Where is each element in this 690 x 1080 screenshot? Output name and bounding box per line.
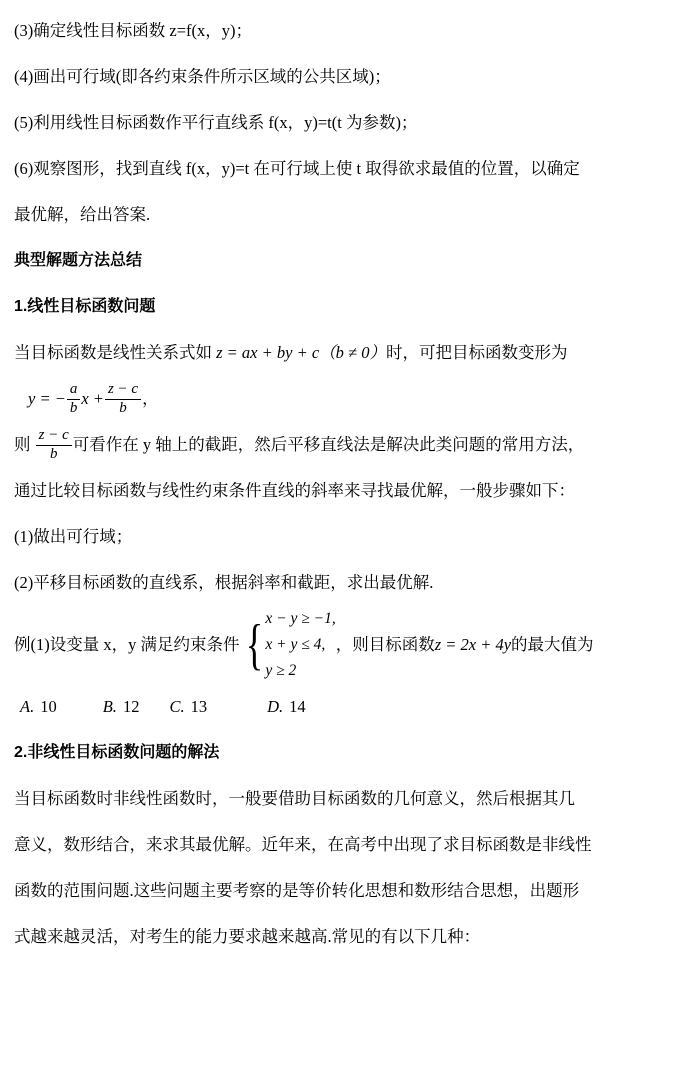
heading-linear-objective: 1.线性目标函数问题 xyxy=(14,298,156,315)
fraction-z-minus-c-over-b: $\frac{z - c}{b}$ xyxy=(105,381,141,417)
choice-b-label[interactable]: B. xyxy=(102,697,117,716)
text-line-7: 最优解，给出答案. xyxy=(14,205,151,224)
example-tail-post: 的最大值为 xyxy=(511,635,594,654)
constraint-2: x + y ≤ 4, xyxy=(265,636,326,653)
answer-choices xyxy=(14,684,664,730)
formula-lhs: y = − xyxy=(28,389,66,408)
text-line-3: (3)确定线性目标函数 z=f(x，y)； xyxy=(14,21,252,40)
paragraph-linear-intro xyxy=(14,330,664,376)
choice-c-value[interactable]: 13 xyxy=(190,697,208,716)
example-objective-math: z = 2x + 4y xyxy=(434,635,512,654)
constraint-3: y ≥ 2 xyxy=(265,662,297,679)
choice-d-value[interactable]: 14 xyxy=(289,697,306,716)
text-line-4: (4)画出可行域(即各约束条件所示区域的公共区域)； xyxy=(14,67,391,86)
text-line-5: (5)利用线性目标函数作平行直线系 f(x，y)=t(t 为参数)； xyxy=(14,113,418,132)
paragraph-nonlinear-1: 当目标函数时非线性函数时，一般要借助目标函数的几何意义，然后根据其几 xyxy=(14,789,575,808)
choice-a-label[interactable]: A. xyxy=(20,697,35,716)
example-problem-1: 例(1)设变量 x，y 满足约束条件 { x − y ≥ −1, x + y ≤ 4, y ≥ 2 ，则目标函数 z = 2x + 4y 的最大值为 xyxy=(14,606,664,684)
intercept-post: 可看作在 y 轴上的截距，然后平移直线法是解决此类问题的常用方法， xyxy=(72,435,585,454)
linear-intro-pre: 当目标函数是线性关系式如 xyxy=(14,343,217,362)
fraction-z-minus-c-over-b-2: $\frac{z - c}{b}$ xyxy=(36,427,72,463)
paragraph-slope-compare: 通过比较目标函数与线性约束条件直线的斜率来寻找最优解，一般步骤如下： xyxy=(14,481,575,500)
paragraph-nonlinear-2: 意义，数形结合，来求其最优解。近年来，在高考中出现了求目标函数是非线性 xyxy=(14,835,592,854)
constraint-1: x − y ≥ −1, xyxy=(265,610,336,627)
text-line-6: (6)观察图形，找到直线 f(x，y)=t 在可行域上使 t 取得欲求最值的位置，以确定 xyxy=(14,159,580,178)
fraction-a-over-b: $\frac{a}{b}$ xyxy=(67,381,81,417)
choice-c-label[interactable]: C. xyxy=(169,697,185,716)
choice-b-value[interactable]: 12 xyxy=(122,697,140,716)
formula-y-transformed xyxy=(14,376,664,422)
constraint-system xyxy=(263,606,335,684)
heading-nonlinear-objective: 2.非线性目标函数问题的解法 xyxy=(14,744,220,761)
example-lead: 例(1)设变量 x，y 满足约束条件 xyxy=(14,635,240,654)
paragraph-nonlinear-4: 式越来越灵活，对考生的能力要求越来越高.常见的有以下几种： xyxy=(14,927,481,946)
choice-a-value[interactable]: 10 xyxy=(40,697,57,716)
step-translate-lines: (2)平移目标函数的直线系，根据斜率和截距，求出最优解. xyxy=(14,573,434,592)
heading-typical-methods: 典型解题方法总结 xyxy=(14,252,143,269)
formula-end: ， xyxy=(142,389,159,408)
formula-mid: x + xyxy=(81,389,104,408)
example-tail-pre: ，则目标函数 xyxy=(335,635,435,654)
linear-intro-math: z = ax + by + c（b ≠ 0） xyxy=(216,343,386,362)
intercept-pre: 则 xyxy=(14,435,35,454)
step-make-feasible-region: (1)做出可行域； xyxy=(14,527,133,546)
paragraph-intercept xyxy=(14,422,664,468)
linear-intro-post: 时，可把目标函数变形为 xyxy=(385,343,568,362)
paragraph-nonlinear-3: 函数的范围问题.这些问题主要考察的是等价转化思想和数形结合思想，出题形 xyxy=(14,881,580,900)
choice-d-label[interactable]: D. xyxy=(267,697,284,716)
